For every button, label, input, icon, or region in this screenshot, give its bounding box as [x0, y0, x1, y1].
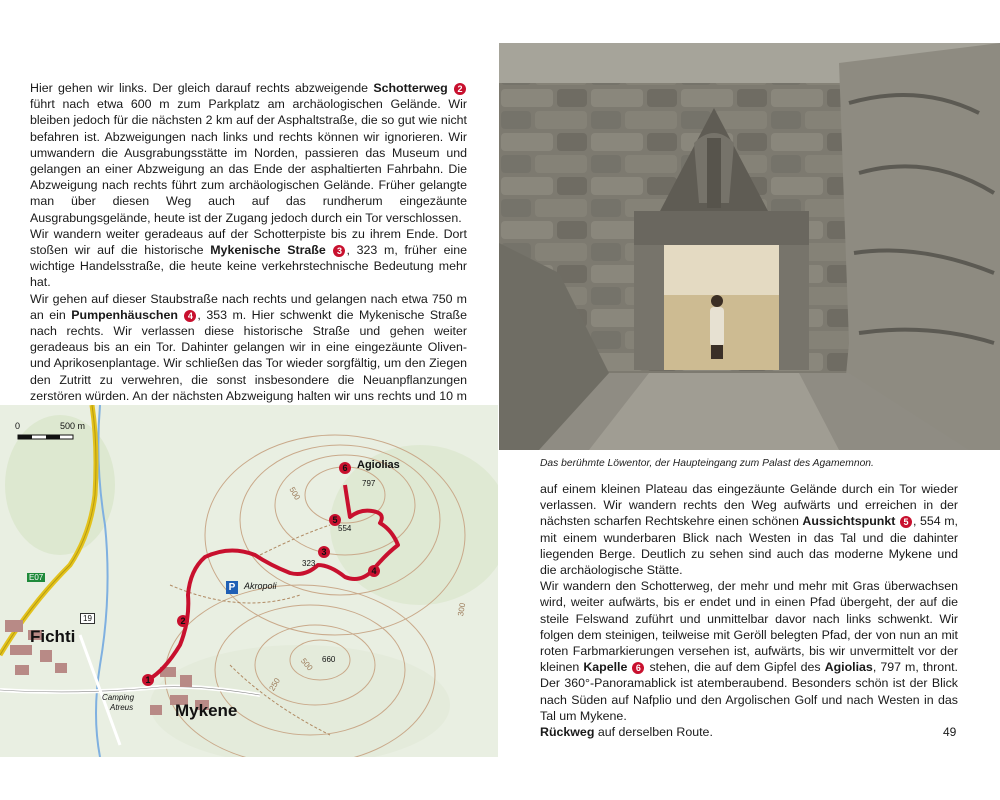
- place-mykene: Mykene: [175, 701, 238, 720]
- paragraph: Hier gehen wir links. Der gleich darauf rechts abzweigende Schotterweg 2 führt nach etwa 600 m zum Parkplatz am archäologischen Gelände. Wir bleiben jedoch für die nächsten 2 km auf der Asphaltstraße, die so gut wie nicht befahren ist. Abzweigungen nach links und rechts können wir ignorieren. Wir umwandern die Ausgrabungsstätte im Norden, passieren das Museum und gelangen an einer Abzweigung an das Ende der asphaltierten Fahrbahn. Die Abzweigung nach rechts führt zum archäologischen Gelände. Früher gelangte man über diesen Weg auch auf das rundherum eingezäunte Ausgrabungsgelände, heute ist der Zugang jedoch durch ein Tor verschlossen.: [30, 81, 467, 225]
- page-number: 49: [943, 725, 957, 739]
- paragraph: Rückweg auf derselben Route.: [540, 725, 713, 740]
- photo-caption: Das berühmte Löwentor, der Haupteingang zum Palast des Agamemnon.: [540, 458, 874, 469]
- term-agiolias: Agiolias: [824, 660, 873, 675]
- map-waypoint-5: 5: [329, 514, 341, 526]
- waypoint-marker: 2: [454, 83, 466, 95]
- road-shield-e07: E07: [29, 573, 44, 582]
- lion-gate-photo: [499, 43, 1000, 450]
- height-554: 554: [338, 524, 352, 533]
- paragraph: auf einem kleinen Plateau das eingezäunte Gelände durch ein Tor wieder verlassen. Wir wandern rechts den Weg aufwärts und erreichen in der nächsten scharfen Rechtskehre einen schönen Aussichtspunkt 5 , 554 m, mit einem wunderbaren Blick nach Westen in das Tal und die dahinter liegenden Berge. Deutlich zu sehen sind auch das moderne Mykene und die archäologische Stätte.: [540, 482, 958, 578]
- scale-zero-label: 0: [15, 421, 21, 431]
- waypoint-marker: 3: [333, 245, 345, 257]
- map-waypoint-6: 6: [339, 462, 351, 474]
- scale-label: 500 m: [60, 421, 86, 431]
- right-text-column: [540, 481, 958, 740]
- place-agiolias: Agiolias: [357, 459, 400, 471]
- place-camping: Camping: [102, 693, 135, 702]
- term-rueckweg: Rückweg: [540, 725, 595, 740]
- map-waypoint-2: 2: [177, 615, 189, 627]
- parking-icon: P: [226, 581, 238, 594]
- contour-label: 300: [456, 602, 468, 617]
- contour-label: 500: [287, 485, 302, 502]
- map-waypoint-3: 3: [318, 546, 330, 558]
- place-akropoli: Akropoli: [244, 581, 277, 591]
- waypoint-marker: 4: [184, 310, 196, 322]
- waypoint-marker: 5: [900, 516, 912, 528]
- route-map: [0, 405, 498, 757]
- paragraph: Wir gehen auf dieser Staubstraße nach rechts und gelangen nach etwa 750 m an ein Pumpenhäuschen 4 , 353 m. Hier schwenkt die Mykenische Straße nach rechts. Wir verlassen diese historische Straße und gehen weiter geradeaus bis an ein Tor. Dahinter gelangen wir in eine eingezäunte Oliven- und Aprikosenplantage. Wir schließen das Tor wieder sorgfältig, um den Ziegen den Zutritt zu verwehren, die sonst insbesondere die Neuanpflanzungen zerstören würden. An der nächsten Abzweigung halten wir uns rechts und 10 m: [30, 291, 468, 403]
- paragraph: Wir wandern weiter geradeaus auf der Schotterpiste bis zu ihrem Ende. Dort stoßen wir auf die historische Mykenische Straße 3 , 323 m, früher eine wichtige Handelsstraße, die heute keine verkehrstechnische Bedeutung mehr hat.: [30, 226, 467, 290]
- paragraph: Wir wandern den Schotterweg, der mehr und mehr mit Gras überwachsen wird, weiter aufwärts, bis er endet und in einen Pfad übergeht, der auf die steile Felswand zuführt und unmittelbar davor nach links schwenkt. Wir folgen dem steinigen, teilweise mit Geröll belegten Pfad, der von nun an mit roten Farbmarkierungen versehen ist, aufwärts, bis wir unvermittelt vor der kleinen Kapelle 6 stehen, die auf dem Gipfel des Agiolias, 797 m, thront. Der 360°-Panoramablick ist atemberaubend. Besonders schön ist der Blick nach Süden auf Nafplio und den Argolischen Golf und nach Westen in das Tal um Mykene.: [540, 579, 958, 723]
- map-waypoint-1: 1: [142, 674, 154, 686]
- term-aussichtspunkt: Aussichtspunkt: [802, 514, 896, 529]
- height-323: 323: [302, 559, 316, 568]
- left-text-column: [30, 80, 467, 420]
- term-pumpenhaeuschen: Pumpenhäuschen: [71, 307, 178, 322]
- place-atreus: Atreus: [110, 703, 134, 712]
- term-mykenische-strasse: Mykenische Straße: [210, 243, 326, 258]
- term-schotterweg: Schotterweg: [373, 81, 448, 95]
- term-kapelle: Kapelle: [583, 660, 628, 675]
- map-waypoint-4: 4: [368, 565, 380, 577]
- place-fichti: Fichti: [30, 627, 76, 646]
- contour-label: 250: [267, 676, 282, 693]
- waypoint-marker: 6: [632, 662, 644, 674]
- height-797: 797: [362, 479, 376, 488]
- contour-label: 500: [298, 656, 315, 673]
- road-shield-19: 19: [80, 613, 95, 624]
- height-660: 660: [322, 655, 336, 664]
